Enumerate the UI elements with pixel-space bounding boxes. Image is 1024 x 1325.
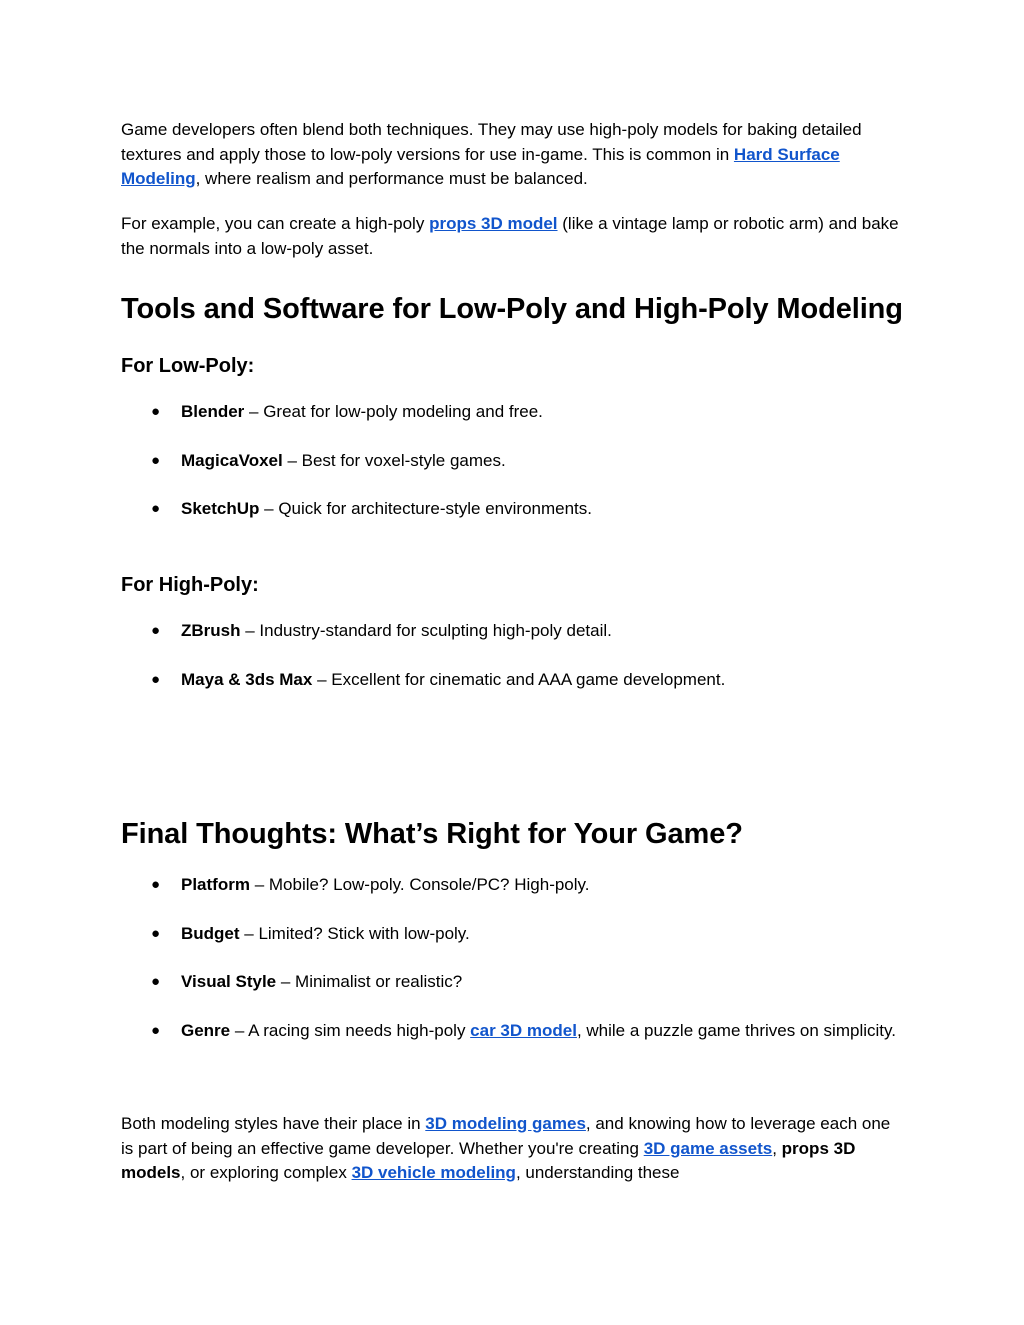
paragraph-text: , understanding these	[515, 1163, 680, 1182]
list-item	[121, 400, 901, 425]
link-props-3d-model[interactable]: props 3D model	[429, 214, 558, 233]
list-item	[121, 873, 901, 898]
item-description: – A racing sim needs high-poly	[230, 1021, 471, 1040]
bullet-icon: ●	[151, 1022, 161, 1039]
list-item	[121, 922, 901, 947]
paragraph-text: Game developers often blend both techniques. They may use high-poly models for baking detailed textures and apply those to low-poly versions for use in-game. This is common in	[121, 120, 862, 164]
heading-low-poly: For Low-Poly:	[121, 355, 255, 377]
bullet-icon: ●	[151, 622, 161, 639]
heading-high-poly: For High-Poly:	[121, 574, 259, 596]
item-description: – Mobile? Low-poly. Console/PC? High-poly.	[249, 875, 590, 894]
list-item	[121, 449, 901, 474]
tool-description: – Excellent for cinematic and AAA game development.	[312, 670, 726, 689]
tool-description: – Great for low-poly modeling and free.	[244, 402, 543, 421]
item-name: Visual Style	[181, 972, 277, 991]
paragraph-example	[121, 212, 901, 261]
item-name: Platform	[181, 875, 250, 894]
heading-tools-and-software: Tools and Software for Low-Poly and High-Poly Modeling	[121, 293, 903, 325]
tool-name: Blender	[181, 402, 245, 421]
bullet-icon: ●	[151, 876, 161, 893]
tool-name: Maya & 3ds Max	[181, 670, 313, 689]
list-item	[121, 970, 901, 995]
paragraph-text: Both modeling styles have their place in	[121, 1114, 426, 1133]
bullet-icon: ●	[151, 671, 161, 688]
bullet-icon: ●	[151, 452, 161, 469]
list-item	[121, 668, 901, 693]
tool-name: ZBrush	[181, 621, 241, 640]
item-name: Budget	[181, 924, 240, 943]
paragraph-text: (like a vintage lamp or robotic arm) and bake the normals into a low-poly asset.	[121, 214, 899, 258]
bullet-icon: ●	[151, 925, 161, 942]
item-description: – Limited? Stick with low-poly.	[239, 924, 470, 943]
link-3d-modeling-games[interactable]: 3D modeling games	[425, 1114, 586, 1133]
link-3d-vehicle-modeling[interactable]: 3D vehicle modeling	[351, 1163, 516, 1182]
item-name: Genre	[181, 1021, 231, 1040]
paragraph-text: ,	[772, 1138, 782, 1158]
bullet-icon: ●	[151, 500, 161, 517]
paragraph-text: , and knowing how to leverage each one is part of being an effective game developer. Whether you're creating	[121, 1114, 891, 1158]
bullet-icon: ●	[151, 403, 161, 420]
link-3d-game-assets[interactable]: 3D game assets	[643, 1138, 773, 1158]
heading-final-thoughts: Final Thoughts: What’s Right for Your Game?	[121, 818, 743, 850]
tool-description: – Quick for architecture-style environments.	[259, 499, 592, 518]
paragraph-blend-techniques	[121, 118, 901, 192]
tool-name: MagicaVoxel	[181, 451, 283, 470]
paragraph-closing	[121, 1112, 901, 1186]
bold-props-3d-models: props 3D models	[121, 1138, 856, 1182]
item-description: , while a puzzle game thrives on simplicity.	[576, 1021, 896, 1040]
tool-name: SketchUp	[181, 499, 260, 518]
bullet-icon: ●	[151, 973, 161, 990]
tool-description: – Best for voxel-style games.	[282, 451, 506, 470]
paragraph-text: , or exploring complex	[180, 1163, 352, 1182]
list-item	[121, 497, 901, 522]
list-item	[121, 1019, 901, 1044]
link-car-3d-model[interactable]: car 3D model	[470, 1021, 577, 1040]
list-item	[121, 619, 901, 644]
item-description: – Minimalist or realistic?	[276, 972, 463, 991]
paragraph-text: For example, you can create a high-poly	[121, 214, 430, 233]
link-hard-surface-modeling[interactable]: Hard Surface Modeling	[121, 144, 840, 188]
tool-description: – Industry-standard for sculpting high-poly detail.	[240, 621, 612, 640]
paragraph-text: , where realism and performance must be balanced.	[195, 169, 588, 188]
